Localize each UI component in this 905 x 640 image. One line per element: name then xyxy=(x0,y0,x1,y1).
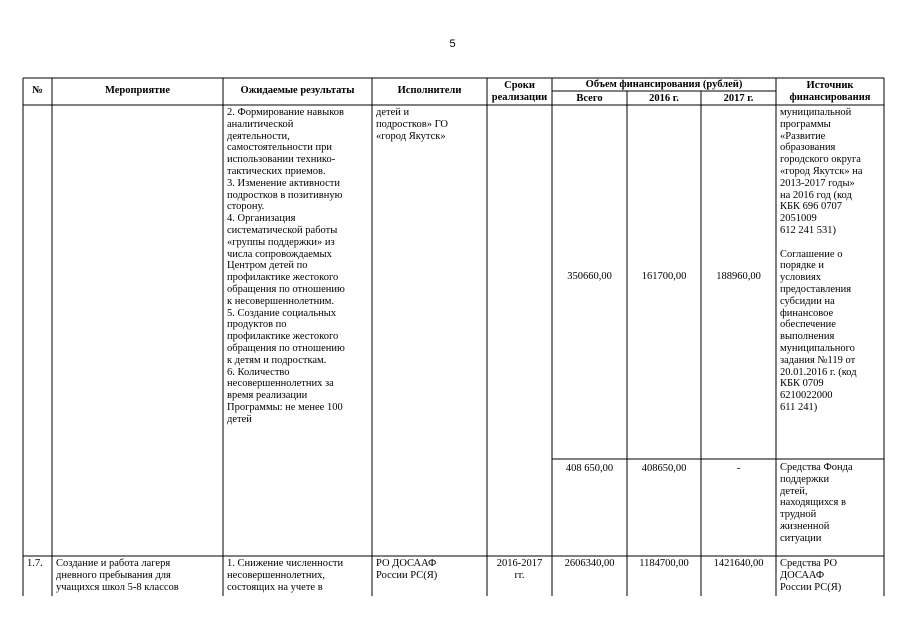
terms-line: 2016-2017 xyxy=(496,558,543,569)
source-line: ДОСААФ xyxy=(780,569,825,581)
results-line: подростков в позитивную xyxy=(227,189,343,201)
source-line: КБК 0709 xyxy=(780,378,824,390)
source-line: предоставления xyxy=(780,283,852,295)
results-line: время реализации xyxy=(227,390,308,402)
source-line: 612 241 531) xyxy=(780,224,836,236)
source-row17 xyxy=(780,558,880,593)
header-event: Мероприятие xyxy=(104,85,170,96)
results-line: самостоятельности при xyxy=(227,142,332,154)
source-line: Средства Фонда xyxy=(780,462,853,473)
funding-2017-b: - xyxy=(736,463,741,474)
event-line: дневного пребывания для xyxy=(56,569,171,581)
header-2017: 2017 г. xyxy=(723,93,754,104)
results-line: профилактике жестокого xyxy=(227,331,339,343)
source-line: 6210022000 xyxy=(780,390,833,402)
event-line: учащихся школ 5-8 классов xyxy=(56,581,179,593)
funding-2016-b: 408650,00 xyxy=(641,463,687,474)
results-line: 4. Организация xyxy=(227,213,296,225)
source-line: муниципального xyxy=(780,342,855,354)
event-name xyxy=(56,558,219,593)
source-line: муниципальной xyxy=(780,107,852,118)
results-line: Центром детей по xyxy=(227,260,308,272)
executors-line: России РС(Я) xyxy=(376,569,438,581)
terms-line: гг. xyxy=(514,569,525,581)
header-source-line2: финансирования xyxy=(789,91,871,103)
results-line: аналитической xyxy=(227,118,294,130)
results-line: состоящих на учете в xyxy=(227,581,323,593)
results-line: 5. Создание социальных xyxy=(227,307,337,319)
header-funding: Объем финансирования (рублей) xyxy=(585,79,743,90)
funding-2016-a: 161700,00 xyxy=(641,271,687,282)
results-line: 3. Изменение активности xyxy=(227,177,340,189)
results-continued xyxy=(227,107,368,426)
source-line: Средства РО xyxy=(780,558,838,569)
terms-row17 xyxy=(487,558,552,582)
funding-total-b: 408 650,00 xyxy=(565,463,614,474)
results-row17 xyxy=(227,558,368,593)
results-line: 2. Формирование навыков xyxy=(227,107,344,118)
source-line: 2051009 xyxy=(780,213,817,225)
source-line: финансовое xyxy=(780,307,834,319)
y2017-row17: 1421640,00 xyxy=(713,558,764,569)
executors-row17 xyxy=(376,558,483,582)
results-line: систематической работы xyxy=(227,224,338,236)
source-line: трудной xyxy=(780,509,817,521)
results-line: профилактике жестокого xyxy=(227,272,339,284)
results-line: продуктов по xyxy=(227,319,287,331)
source-line: поддержки xyxy=(780,473,830,485)
y2016-row17: 1184700,00 xyxy=(639,558,689,569)
source-line: субсидии на xyxy=(780,295,835,307)
header-terms-line2: реализации xyxy=(491,91,548,103)
results-line: обращения по отношению xyxy=(227,283,345,295)
results-line: использовании технико- xyxy=(227,154,336,166)
executors-line: РО ДОСААФ xyxy=(376,558,437,569)
executors-line: «город Якутск» xyxy=(376,130,446,142)
source-line: 611 241) xyxy=(780,401,818,413)
source-line: России РС(Я) xyxy=(780,581,842,593)
header-results: Ожидаемые результаты xyxy=(240,85,355,96)
results-line: тактических приемов. xyxy=(227,165,326,177)
results-line: к несовершеннолетним. xyxy=(227,295,335,307)
page-number: 5 xyxy=(449,38,456,50)
funding-2017-a: 188960,00 xyxy=(716,271,761,282)
source-line: 20.01.2016 г. (код xyxy=(780,366,857,378)
source-line: программы xyxy=(780,118,831,130)
header-2016: 2016 г. xyxy=(649,93,679,104)
results-line: обращения по отношению xyxy=(227,342,345,354)
results-line: Программы: не менее 100 xyxy=(227,401,343,413)
executors-line: подростков» ГО xyxy=(376,118,448,130)
source-line: условиях xyxy=(780,272,822,284)
header-executors: Исполнители xyxy=(397,85,462,96)
total-row17: 2606340,00 xyxy=(564,558,615,569)
source-line: обеспечение xyxy=(780,319,836,331)
header-source-line1: Источник xyxy=(806,80,854,91)
source-line: образования xyxy=(780,142,836,154)
source-line: «Развитие xyxy=(780,130,826,142)
results-line: сторону. xyxy=(227,201,265,213)
source-line: находящихся в xyxy=(780,497,846,509)
source-line: городского округа xyxy=(780,154,861,166)
source-line: жизненной xyxy=(780,520,830,532)
source-b xyxy=(780,462,880,545)
header-total: Всего xyxy=(576,93,603,104)
source-line: задания №119 от xyxy=(780,354,856,366)
event-line: Создание и работа лагеря xyxy=(56,558,171,569)
results-line: детей xyxy=(227,413,252,425)
source-line: 2013-2017 годы» xyxy=(780,177,855,189)
header-no: № xyxy=(32,85,43,96)
source-line: детей, xyxy=(780,485,808,497)
source-line: «город Якутск» на xyxy=(780,165,863,177)
source-line: выполнения xyxy=(780,331,835,343)
source-line: КБК 696 0707 xyxy=(780,201,843,213)
results-line: несовершеннолетних, xyxy=(227,569,325,581)
funding-total-a: 350660,00 xyxy=(567,271,612,282)
source-line: ситуации xyxy=(780,532,822,544)
results-line: «группы поддержки» из xyxy=(227,236,335,248)
source-line: на 2016 год (код xyxy=(780,189,852,201)
results-line: к детям и подросткам. xyxy=(227,354,327,366)
source-line: Соглашение о xyxy=(780,248,843,260)
header-terms-line1: Сроки xyxy=(504,80,535,91)
source-line xyxy=(780,237,880,249)
row-number: 1.7. xyxy=(27,558,43,569)
header-source xyxy=(776,80,884,104)
executors-continued xyxy=(376,107,483,142)
results-line: несовершеннолетних за xyxy=(227,378,334,390)
header-terms xyxy=(487,80,552,104)
results-line: деятельности, xyxy=(227,130,290,142)
source-a xyxy=(780,107,880,414)
executors-line: детей и xyxy=(376,107,410,118)
results-line: 6. Количество xyxy=(227,366,290,378)
results-line: числа сопровождаемых xyxy=(227,248,332,260)
source-line: порядке и xyxy=(780,260,825,272)
results-line: 1. Снижение численности xyxy=(227,558,344,569)
